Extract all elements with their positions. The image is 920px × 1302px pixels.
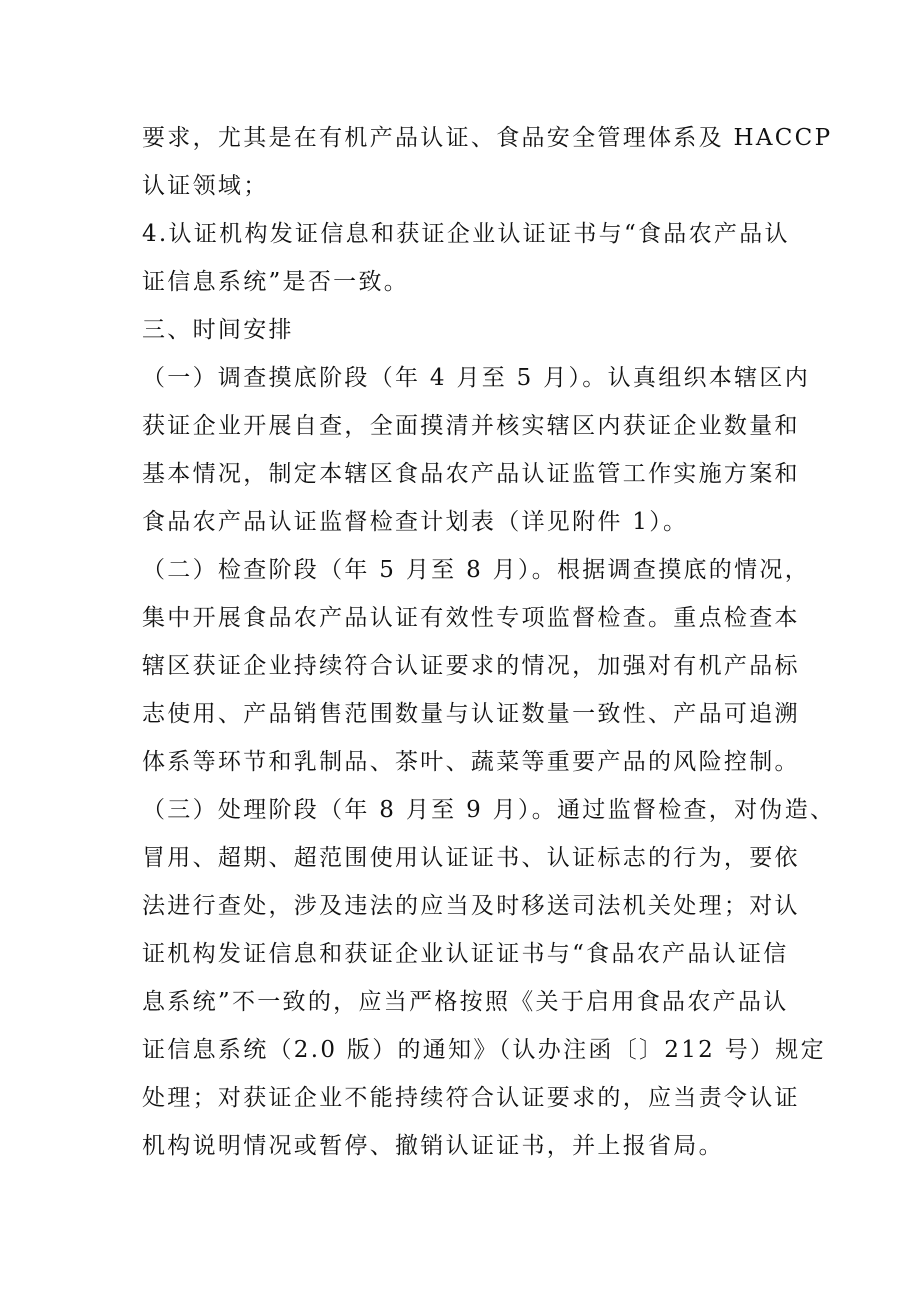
text-line-15: （三）处理阶段（年 8 月至 9 月）。通过监督检查，对伪造、: [142, 797, 836, 823]
text-line-21: 处理；对获证企业不能持续符合认证要求的，应当责令认证: [142, 1085, 800, 1111]
section-heading: 三、时间安排: [142, 317, 294, 343]
text-line-13: 志使用、产品销售范围数量与认证数量一致性、产品可追溯: [142, 701, 800, 727]
text-line-11: 集中开展食品农产品认证有效性专项监督检查。重点检查本: [142, 605, 800, 631]
text-line-20: 证信息系统（2.0 版）的通知》（认办注函〔〕212 号）规定: [142, 1037, 826, 1063]
text-line-7: 获证企业开展自查，全面摸清并核实辖区内获证企业数量和: [142, 413, 800, 439]
text-line-3: 4.认证机构发证信息和获证企业认证证书与“食品农产品认: [142, 221, 790, 247]
text-line-12: 辖区获证企业持续符合认证要求的情况，加强对有机产品标: [142, 653, 800, 679]
text-line-16: 冒用、超期、超范围使用认证证书、认证标志的行为，要依: [142, 845, 800, 871]
text-line-19: 息系统”不一致的，应当严格按照《关于启用食品农产品认: [142, 989, 789, 1015]
text-line-8: 基本情况，制定本辖区食品农产品认证监管工作实施方案和: [142, 461, 800, 487]
text-line-10: （二）检查阶段（年 5 月至 8 月）。根据调查摸底的情况，: [142, 557, 811, 583]
text-line-18: 证机构发证信息和获证企业认证证书与“食品农产品认证信: [142, 941, 789, 967]
text-line-9: 食品农产品认证监督检查计划表（详见附件 1）。: [142, 509, 689, 535]
text-line-4: 证信息系统”是否一致。: [142, 269, 410, 295]
text-line-1: 要求，尤其是在有机产品认证、食品安全管理体系及 HACCP: [142, 125, 833, 151]
text-line-6: （一）调查摸底阶段（年 4 月至 5 月）。认真组织本辖区内: [142, 365, 811, 391]
text-line-17: 法进行查处，涉及违法的应当及时移送司法机关处理；对认: [142, 893, 800, 919]
text-line-22: 机构说明情况或暂停、撤销认证证书，并上报省局。: [142, 1133, 724, 1159]
text-line-14: 体系等环节和乳制品、茶叶、蔬菜等重要产品的风险控制。: [142, 749, 800, 775]
text-line-2: 认证领域；: [142, 173, 269, 199]
